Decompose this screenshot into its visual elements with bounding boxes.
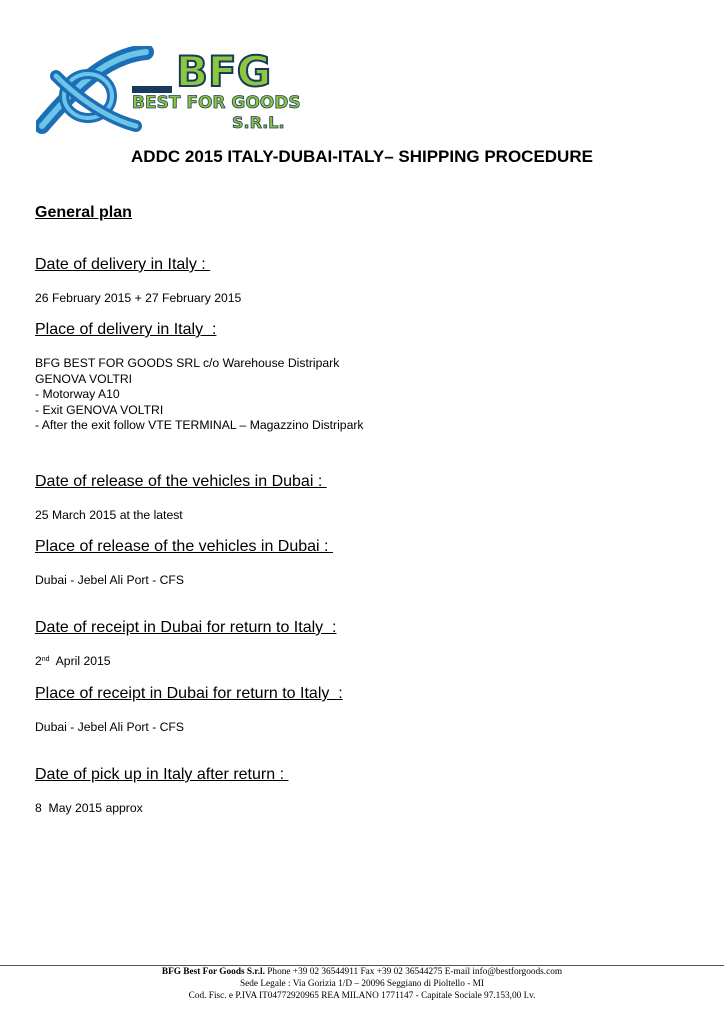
receipt-date-heading: Date of receipt in Dubai for return to Italy : [35,619,337,636]
page-footer [0,966,724,1002]
general-plan-heading: General plan [35,204,132,221]
release-place-heading: Place of release of the vehicles in Dubai : [35,538,333,555]
release-date-heading: Date of release of the vehicles in Dubai : [35,473,327,490]
document-title: ADDC 2015 ITALY-DUBAI-ITALY– SHIPPING PROCEDURE [131,147,593,166]
footer-address: Sede Legale : Via Gorizia 1/D – 20096 Seggiano di Pioltello - MI [239,979,485,989]
receipt-date-text [35,654,111,670]
pickup-date-heading: Date of pick up in Italy after return : [35,766,289,783]
receipt-day-suffix: nd [41,656,50,663]
text-line: 25 March 2015 at the latest [35,508,183,522]
text-line: 8 May 2015 approx [35,801,143,815]
text-line: GENOVA VOLTRI [35,371,133,386]
release-place-text [35,573,184,589]
company-logo [36,46,302,134]
footer-company: BFG Best For Goods S.r.l. [161,967,265,977]
logo-suffix: S.R.L. [232,113,285,132]
receipt-day: 2 [35,654,42,668]
receipt-month-year: April 2015 [49,654,111,668]
delivery-date-heading: Date of delivery in Italy : [35,256,211,273]
logo-tagline: BEST FOR GOODS [132,93,301,113]
footer-contacts: Phone +39 02 36544911 Fax +39 02 36544275 E-mail info@bestforgoods.com [264,967,563,977]
text-line: BFG BEST FOR GOODS SRL c/o Warehouse Distripark [35,356,340,370]
text-line: - Motorway A10 [35,387,120,401]
text-line: - After the exit follow VTE TERMINAL – Magazzino Distripark [35,418,364,432]
knot-emblem-icon [42,52,172,126]
text-line: Dubai - Jebel Ali Port - CFS [35,720,185,734]
receipt-place-heading: Place of receipt in Dubai for return to Italy : [35,685,343,702]
pickup-date-text [35,801,143,817]
delivery-place-heading: Place of delivery in Italy : [35,321,217,338]
release-date-text [35,508,183,524]
delivery-date-text [35,291,241,307]
logo-wordmark: BFG [176,47,272,96]
text-line: 26 February 2015 + 27 February 2015 [35,291,242,305]
footer-fiscal: Cod. Fisc. e P.IVA IT04772920965 REA MILANO 1771147 - Capitale Sociale 97.153,00 I.v. [188,991,536,1001]
delivery-place-text [35,356,364,434]
text-line: Dubai - Jebel Ali Port - CFS [35,573,185,587]
text-line: - Exit GENOVA VOLTRI [35,402,164,417]
receipt-place-text [35,720,184,736]
